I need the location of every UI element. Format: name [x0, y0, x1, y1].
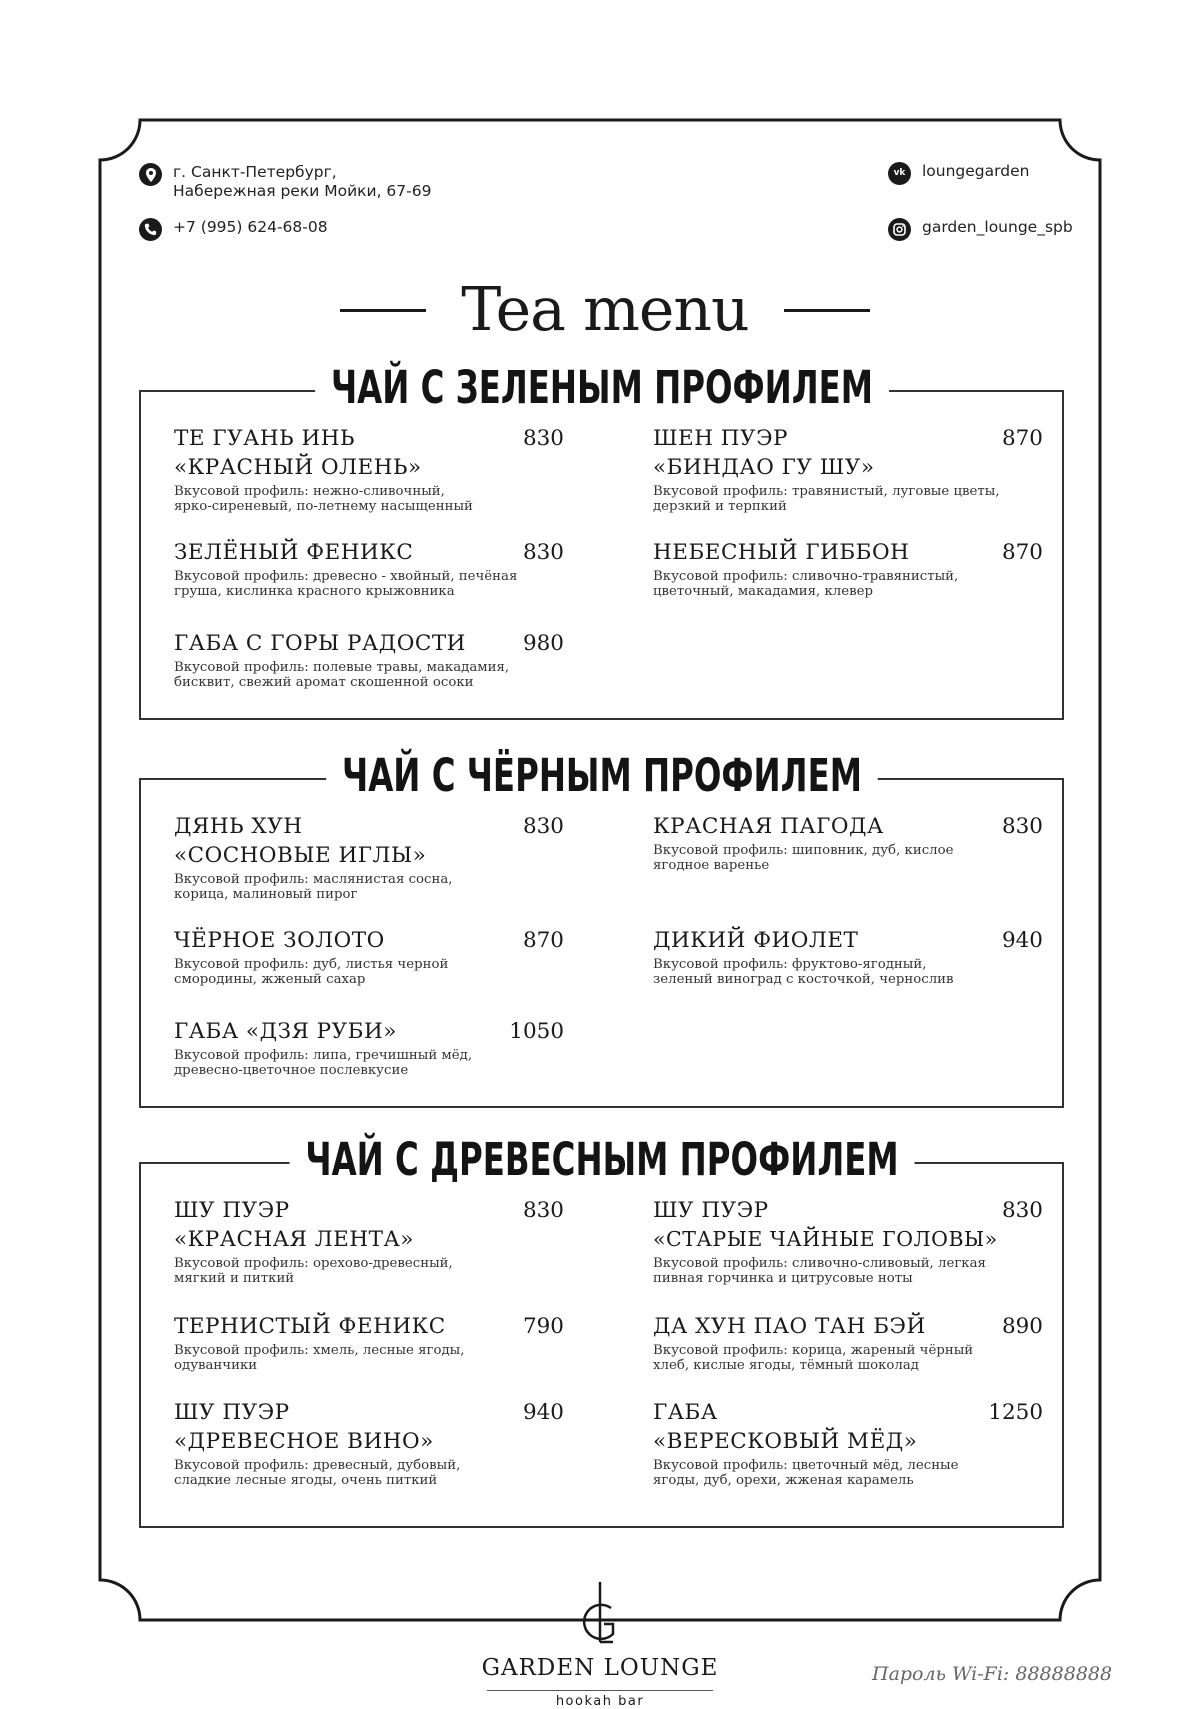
item-name: ЗЕЛЁНЫЙ ФЕНИКС [174, 540, 414, 565]
section-title: ЧАЙ С ЧЁРНЫМ ПРОФИЛЕМ [326, 746, 878, 806]
phone-icon [139, 218, 162, 241]
title-rule-left [340, 309, 426, 312]
item-description: Вкусовой профиль: полевые травы, макадамия, [174, 660, 510, 675]
instagram-icon [888, 218, 911, 241]
address-line-2: Набережная реки Мойки, 67-69 [173, 182, 432, 200]
menu-item [174, 812, 564, 902]
item-description: смородины, жженый сахар [174, 972, 366, 987]
item-description: Вкусовой профиль: маслянистая сосна, [174, 872, 453, 887]
item-description: одуванчики [174, 1358, 258, 1373]
item-description: Вкусовой профиль: нежно-сливочный, [174, 484, 445, 499]
item-description: Вкусовой профиль: сливочно-сливовый, легкая [653, 1256, 986, 1271]
phone-number: +7 (995) 624-68-08 [173, 218, 328, 236]
item-price: 830 [522, 426, 564, 451]
item-name: ШУ ПУЭР [174, 1400, 290, 1425]
instagram-handle: garden_lounge_spb [922, 218, 1073, 236]
wifi-password: Пароль Wi-Fi: 88888888 [872, 1663, 1113, 1685]
item-description: Вкусовой профиль: фруктово-ягодный, [653, 957, 927, 972]
section-green-profile [139, 361, 1064, 720]
item-description: пивная горчинка и цитрусовые ноты [653, 1271, 913, 1286]
item-name: ДА ХУН ПАО ТАН БЭЙ [653, 1314, 926, 1339]
item-description: ягодное варенье [653, 858, 770, 873]
item-description: ягоды, дуб, орехи, жженая карамель [653, 1473, 914, 1488]
title-rule-right [784, 309, 870, 312]
item-name: ДИКИЙ ФИОЛЕТ [653, 928, 859, 953]
item-name-sub: «СТАРЫЕ ЧАЙНЫЕ ГОЛОВЫ» [653, 1227, 998, 1251]
item-description: цветочный, макадамия, клевер [653, 584, 873, 599]
item-description: Вкусовой профиль: липа, гречишный мёд, [174, 1048, 473, 1063]
menu-item [653, 1196, 1043, 1286]
menu-item [653, 538, 1043, 599]
item-description: хлеб, кислые ягоды, тёмный шоколад [653, 1358, 919, 1373]
menu-item [653, 812, 1043, 873]
brand-subtitle: hookah bar [555, 1694, 645, 1709]
item-description: ярко-сиреневый, по-летнему насыщенный [174, 499, 473, 514]
phone-contact[interactable] [139, 218, 328, 241]
menu-item [174, 1017, 564, 1078]
item-description: Вкусовой профиль: древесный, дубовый, [174, 1458, 461, 1473]
item-description: Вкусовой профиль: шиповник, дуб, кислое [653, 843, 954, 858]
section-title: ЧАЙ С ДРЕВЕСНЫМ ПРОФИЛЕМ [289, 1130, 914, 1190]
menu-item [653, 1398, 1043, 1488]
item-name: ДЯНЬ ХУН [174, 814, 303, 839]
item-description: дерзкий и терпкий [653, 499, 787, 514]
menu-title: Tea menu [461, 275, 749, 345]
item-price: 830 [522, 814, 564, 839]
item-price: 830 [1001, 1198, 1043, 1223]
section-black-profile [139, 749, 1064, 1108]
item-description: зеленый виноград с косточкой, чернослив [653, 972, 954, 987]
address-line-1: г. Санкт-Петербург, [173, 163, 337, 181]
menu-item [174, 1398, 564, 1488]
item-name: НЕБЕСНЫЙ ГИББОН [653, 540, 910, 565]
menu-title-block [340, 275, 870, 345]
item-name: ТЕ ГУАНЬ ИНЬ [174, 426, 355, 451]
item-name: КРАСНАЯ ПАГОДА [653, 814, 884, 839]
item-description: Вкусовой профиль: сливочно-травянистый, [653, 569, 959, 584]
item-description: Вкусовой профиль: орехово-древесный, [174, 1256, 453, 1271]
item-price: 1250 [988, 1400, 1043, 1425]
instagram-contact[interactable] [888, 218, 1073, 241]
item-description: корица, малиновый пирог [174, 887, 358, 902]
item-description: бисквит, свежий аромат скошенной осоки [174, 675, 474, 690]
item-description: мягкий и питкий [174, 1271, 295, 1286]
item-name: ГАБА С ГОРЫ РАДОСТИ [174, 631, 466, 656]
item-name-sub: «ВЕРЕСКОВЫЙ МЁД» [653, 1429, 918, 1454]
item-description: Вкусовой профиль: дуб, листья черной [174, 957, 449, 972]
brand-name: GARDEN LOUNGE [481, 1655, 719, 1681]
vk-handle: loungegarden [922, 162, 1030, 180]
item-description: Вкусовой профиль: древесно - хвойный, печёная [174, 569, 518, 584]
item-description: древесно-цветочное послевкусие [174, 1063, 409, 1078]
menu-item [174, 629, 564, 690]
vk-icon: vk [888, 162, 911, 185]
item-description: Вкусовой профиль: хмель, лесные ягоды, [174, 1343, 465, 1358]
item-name: ШУ ПУЭР [653, 1198, 769, 1223]
menu-item [653, 1312, 1043, 1373]
item-name: ГАБА [653, 1400, 718, 1425]
menu-item [653, 424, 1043, 514]
item-description: Вкусовой профиль: цветочный мёд, лесные [653, 1458, 959, 1473]
item-price: 940 [1001, 928, 1043, 953]
item-description: Вкусовой профиль: корица, жареный чёрный [653, 1343, 974, 1358]
item-name: ЧЁРНОЕ ЗОЛОТО [174, 928, 385, 953]
item-price: 870 [522, 928, 564, 953]
item-description: Вкусовой профиль: травянистый, луговые цветы, [653, 484, 1000, 499]
item-description: груша, кислинка красного крыжовника [174, 584, 455, 599]
menu-item [174, 424, 564, 514]
menu-item [174, 538, 564, 599]
item-price: 790 [522, 1314, 564, 1339]
item-price: 940 [522, 1400, 564, 1425]
section-title: ЧАЙ С ЗЕЛЕНЫМ ПРОФИЛЕМ [315, 358, 889, 418]
menu-item [653, 926, 1043, 987]
brand-rule [487, 1690, 713, 1691]
item-name: ГАБА «ДЗЯ РУБИ» [174, 1019, 397, 1044]
item-price: 870 [1001, 540, 1043, 565]
menu-item [174, 926, 564, 987]
menu-item [174, 1312, 564, 1373]
section-woody-profile [139, 1133, 1064, 1528]
item-name-sub: «ДРЕВЕСНОЕ ВИНО» [174, 1429, 434, 1454]
vk-contact[interactable] [888, 162, 1029, 185]
item-price: 830 [1001, 814, 1043, 839]
item-name: ТЕРНИСТЫЙ ФЕНИКС [174, 1314, 446, 1339]
item-name-sub: «БИНДАО ГУ ШУ» [653, 455, 875, 480]
item-name: ШУ ПУЭР [174, 1198, 290, 1223]
item-price: 1050 [509, 1019, 564, 1044]
item-name-sub: «КРАСНЫЙ ОЛЕНЬ» [174, 455, 422, 480]
address-contact [139, 163, 431, 201]
menu-item [174, 1196, 564, 1286]
item-price: 830 [522, 540, 564, 565]
item-price: 890 [1001, 1314, 1043, 1339]
location-pin-icon [139, 163, 162, 186]
item-price: 830 [522, 1198, 564, 1223]
item-name: ШЕН ПУЭР [653, 426, 789, 451]
item-price: 870 [1001, 426, 1043, 451]
item-name-sub: «СОСНОВЫЕ ИГЛЫ» [174, 843, 427, 868]
item-price: 980 [522, 631, 564, 656]
item-name-sub: «КРАСНАЯ ЛЕНТА» [174, 1227, 414, 1252]
item-description: сладкие лесные ягоды, очень питкий [174, 1473, 438, 1488]
